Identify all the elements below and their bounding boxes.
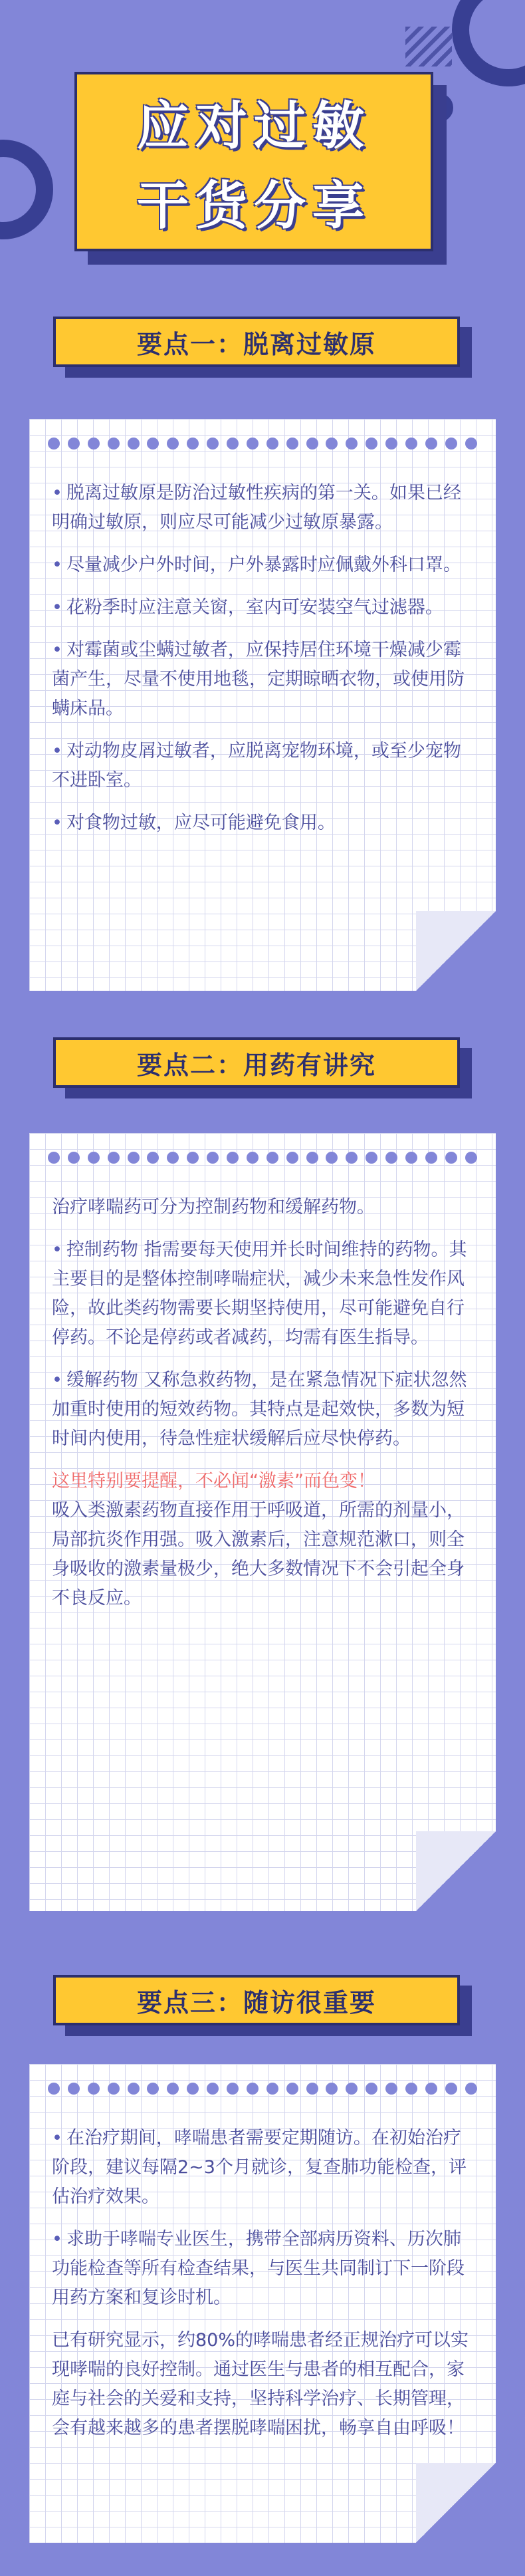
hero-banner [74,72,433,251]
section-2-paragraph: • 缓解药物 又称急救药物，是在紧急情况下症状忽然加重时使用的短效药物。其特点是起效快，多数为短时间内使用，待急性症状缓解后应尽快停药。 [52,1366,473,1454]
hero-title-line1: 应对过敏 [136,96,371,156]
section-2-paragraph: • 控制药物 指需要每天使用并长时间维持的药物。其主要目的是整体控制哮喘症状，减少未来急性发作风险，故此类药物需要长期坚持使用，尽可能避免自行停药。不论是停药或者减药，均需有医生指导。 [52,1235,473,1352]
section-3-card [29,2064,496,2543]
section-1-paragraph: • 对食物过敏，应尽可能避免食用。 [52,809,473,838]
section-2-paragraph: 治疗哮喘药可分为控制药物和缓解药物。 [52,1197,375,1218]
section-3-title: 要点三：随访很重要 [136,1988,376,2017]
decor-circle-large [452,0,525,86]
section-1-paragraph: • 尽量减少户外时间，户外暴露时应佩戴外科口罩。 [52,551,473,580]
section-2-card [29,1133,496,1911]
section-1-title: 要点一：脱离过敏原 [136,329,376,359]
section-3-paragraph: • 求助于哮喘专业医生，携带全部病历资料、历次肺功能检查等所有检查结果，与医生共同制订下一阶段用药方案和复诊时机。 [52,2225,473,2313]
section-1-paragraph: • 对霉菌或尘螨过敏者，应保持居住环境干燥减少霉菌产生，尽量不使用地毯，定期晾晒衣物，或使用防螨床品。 [52,636,473,723]
page-fold-corner [416,2463,496,2543]
decor-stripes [405,27,452,66]
section-1-header [53,317,472,374]
section-3-paragraph: • 在治疗期间，哮喘患者需要定期随访。在初始治疗阶段，建议每隔2~3个月就诊，复查肺功能检查，评估治疗效果。 [52,2124,473,2212]
card-dot-row [48,1152,477,1166]
hero-title-line2: 干货分享 [136,176,371,236]
section-2-title: 要点二：用药有讲究 [136,1050,376,1080]
section-3-header [53,1975,472,2032]
section-2-header [53,1037,472,1095]
page-fold-corner [416,911,496,991]
section-1-paragraph: • 对动物皮屑过敏者，应脱离宠物环境，或至少宠物不进卧室。 [52,737,473,795]
section-1-paragraph: • 脱离过敏原是防治过敏性疾病的第一关。如果已经明确过敏原，则应尽可能减少过敏原暴露。 [52,479,473,537]
section-1-paragraph: • 花粉季时应注意关窗，室内可安装空气过滤器。 [52,593,473,622]
section-2-highlight: 这里特别要提醒，不必闻“激素”而色变！ [52,1471,375,1491]
section-1-card [29,419,496,991]
card-dot-row [48,438,477,452]
decor-circle-left [0,140,53,239]
page-fold-corner [416,1831,496,1911]
section-2-paragraph: 吸入类激素药物直接作用于呼吸道，所需的剂量小，局部抗炎作用强。吸入激素后，注意规范漱口，则全身吸收的激素量极少，绝大多数情况下不会引起全身不良反应。 [52,1500,465,1609]
card-dot-row [48,2083,477,2097]
section-3-paragraph: 已有研究显示，约80%的哮喘患者经正规治疗可以实现哮喘的良好控制。通过医生与患者的相互配合，家庭与社会的关爱和支持，坚持科学治疗、长期管理，会有越来越多的患者摆脱哮喘困扰，畅享自由呼吸！ [52,2330,469,2438]
